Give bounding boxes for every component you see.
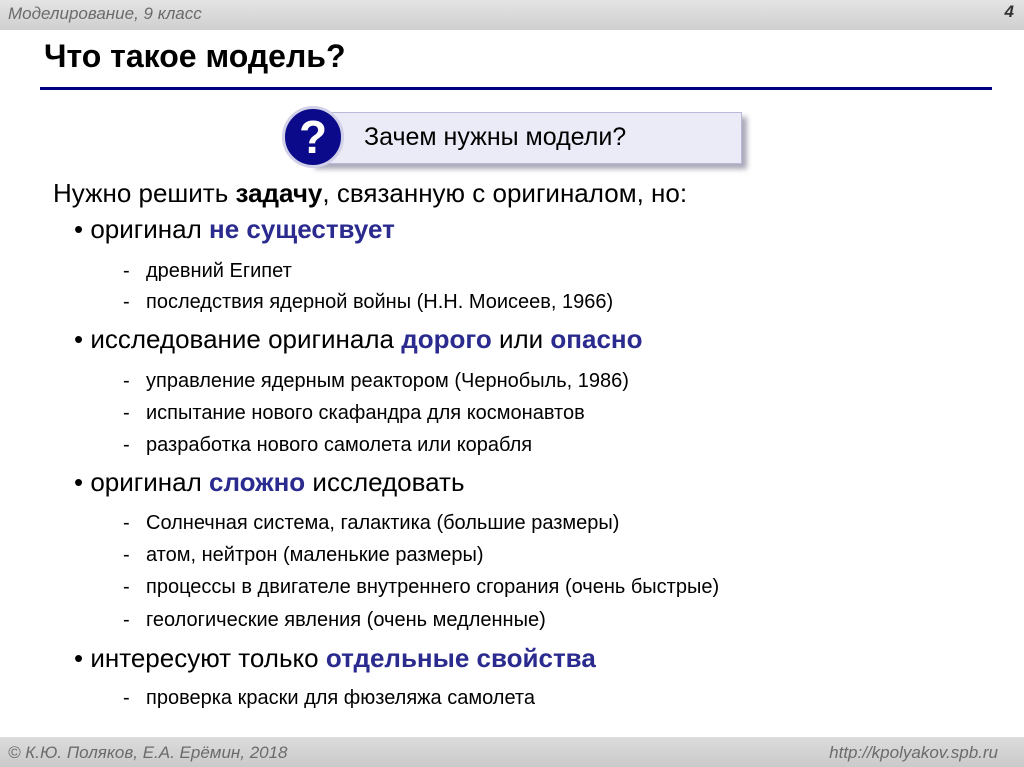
footer-bar: [0, 737, 1024, 767]
sub-item: - атом, нейтрон (маленькие размеры): [123, 544, 484, 566]
sub-item: - геологические явления (очень медленные): [123, 609, 546, 631]
page-number: 4: [1004, 2, 1014, 21]
bullet-highlight: сложно: [209, 467, 306, 497]
sub-item-text: процессы в двигателе внутреннего сгорания (очень быстрые): [146, 576, 720, 598]
bullet-item: • оригинал не существует: [74, 214, 395, 244]
bullet-item: • интересуют только отдельные свойства: [74, 643, 596, 673]
course-title: Моделирование, 9 класс: [8, 4, 202, 23]
bullet-highlight: дорого: [401, 324, 492, 354]
sub-item: - испытание нового скафандра для космонавтов: [123, 402, 585, 424]
sub-item-text: Солнечная система, галактика (большие размеры): [146, 512, 620, 534]
bullet-highlight: не существует: [209, 214, 395, 244]
lead-pre: Нужно решить: [53, 178, 236, 208]
bullet-text: оригинал: [90, 214, 209, 244]
site-url: http://kpolyakov.spb.ru: [829, 743, 998, 762]
sub-item-text: испытание нового скафандра для космонавтов: [146, 402, 585, 424]
sub-item: - древний Египет: [123, 260, 292, 282]
lead-sentence: [53, 178, 687, 209]
sub-item: - проверка краски для фюзеляжа самолета: [123, 687, 535, 709]
sub-item: - управление ядерным реактором (Чернобыль, 1986): [123, 370, 629, 392]
sub-item-text: разработка нового самолета или корабля: [146, 434, 533, 456]
sub-item-text: древний Египет: [146, 260, 292, 282]
lead-bold: задачу: [235, 178, 323, 208]
sub-item-text: атом, нейтрон (маленькие размеры): [146, 544, 484, 566]
sub-item: - последствия ядерной войны (Н.Н. Моисеев, 1966): [123, 291, 614, 313]
bullet-highlight: опасно: [550, 324, 643, 354]
sub-item-text: проверка краски для фюзеляжа самолета: [146, 687, 535, 709]
bullet-item: • оригинал сложно исследовать: [74, 467, 465, 497]
sub-item: - Солнечная система, галактика (большие размеры): [123, 512, 620, 534]
bullet-text: или: [491, 324, 551, 354]
copyright-text: © К.Ю. Поляков, Е.А. Ерёмин, 2018: [8, 743, 288, 762]
bullet-item: • исследование оригинала дорого или опасно: [74, 324, 643, 354]
bullet-text: интересуют только: [90, 643, 326, 673]
sub-item-text: последствия ядерной войны (Н.Н. Моисеев, 1966): [146, 291, 614, 313]
bullet-highlight: отдельные свойства: [325, 643, 596, 673]
slide-title: Что такое модель?: [44, 38, 346, 74]
question-mark-icon: ?: [282, 106, 344, 168]
sub-item-text: управление ядерным реактором (Чернобыль, 1986): [146, 370, 629, 392]
lead-post: , связанную с оригиналом, но:: [322, 178, 688, 208]
bullet-text: исследование оригинала: [90, 324, 402, 354]
sub-item: - процессы в двигателе внутреннего сгорания (очень быстрые): [123, 576, 720, 598]
bullet-text: исследовать: [305, 467, 465, 497]
sub-item: - разработка нового самолета или корабля: [123, 434, 533, 456]
sub-item-text: геологические явления (очень медленные): [146, 609, 546, 631]
callout-text: Зачем нужны модели?: [364, 123, 627, 151]
bullet-text: оригинал: [90, 467, 209, 497]
